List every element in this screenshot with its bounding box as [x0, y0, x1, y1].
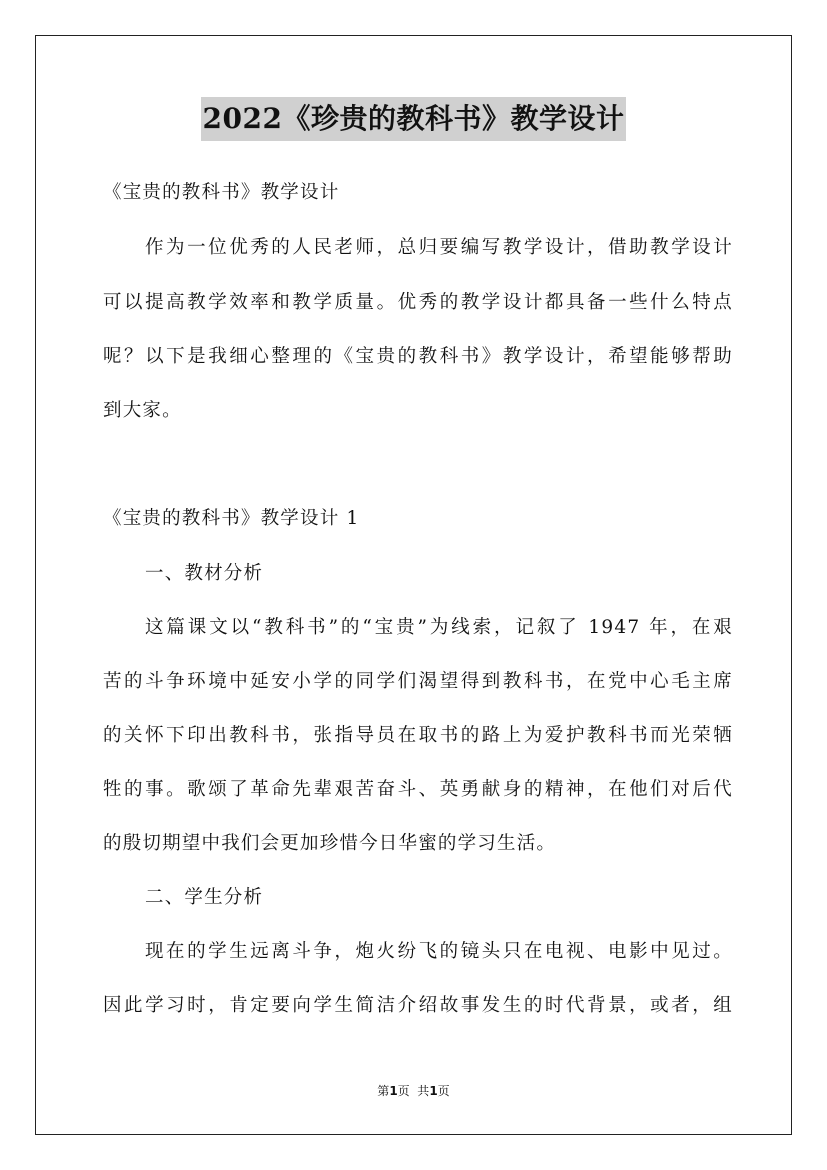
paragraph-line: 这篇课文以“教科书”的“宝贵”为线索，记叙了 1947 年，在艰	[145, 617, 733, 638]
footer-page-number: 1	[389, 1084, 398, 1098]
footer-total-pages: 1	[429, 1084, 438, 1098]
subtitle-line: 《宝贵的教科书》教学设计	[103, 182, 340, 203]
paragraph-line: 作为一位优秀的人民老师，总归要编写教学设计，借助教学设计	[145, 237, 733, 258]
paragraph-line: 到大家。	[103, 400, 182, 421]
section-heading: 《宝贵的教科书》教学设计 1	[103, 508, 360, 529]
paragraph-line: 因此学习时，肯定要向学生简洁介绍故事发生的时代背景，或者，组	[103, 995, 733, 1016]
paragraph-line: 的关怀下印出教科书，张指导员在取书的路上为爱护教科书而光荣牺	[103, 725, 733, 746]
footer-mid: 页 共	[397, 1084, 430, 1098]
paragraph-line: 苦的斗争环境中延安小学的同学们渴望得到教科书，在党中心毛主席	[103, 671, 733, 692]
footer-prefix: 第	[377, 1084, 390, 1098]
paragraph-line: 的殷切期望中我们会更加珍惜今日华蜜的学习生活。	[103, 833, 557, 854]
footer-suffix: 页	[437, 1084, 450, 1098]
page-footer	[0, 1082, 827, 1099]
subsection-heading: 一、教材分析	[145, 563, 264, 584]
paragraph-line: 牲的事。歌颂了革命先辈艰苦奋斗、英勇献身的精神，在他们对后代	[103, 779, 733, 800]
document-title: 2022《珍贵的教科书》教学设计	[201, 97, 627, 141]
subsection-heading: 二、学生分析	[145, 887, 264, 908]
paragraph-line: 可以提高教学效率和教学质量。优秀的教学设计都具备一些什么特点	[103, 292, 733, 313]
title-wrap	[0, 97, 827, 141]
paragraph-line: 呢？以下是我细心整理的《宝贵的教科书》教学设计，希望能够帮助	[103, 346, 733, 367]
paragraph-line: 现在的学生远离斗争，炮火纷飞的镜头只在电视、电影中见过。	[145, 941, 733, 962]
